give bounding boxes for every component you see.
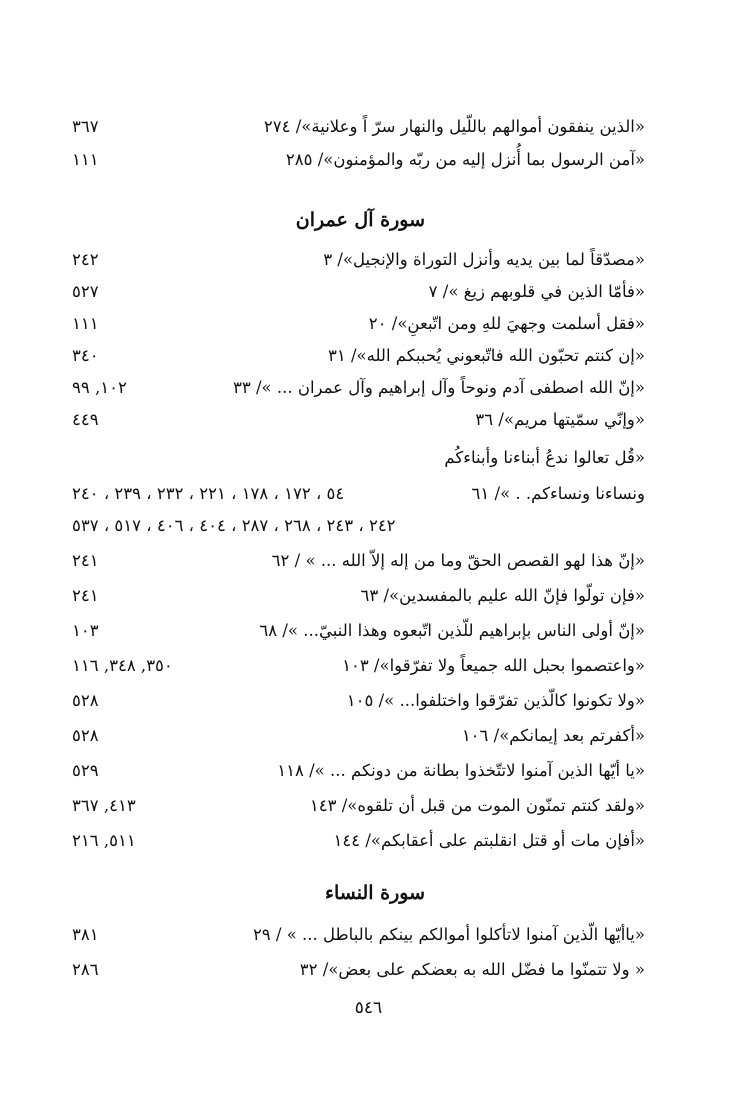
verse-text: ونساءنا ونساءكم. . »/ ٦١ — [471, 484, 645, 503]
page-refs: ٤١٣, ٣٦٧ — [72, 796, 136, 815]
index-entry — [0, 791, 737, 821]
page-refs: ٢٤١ — [72, 551, 99, 570]
page-refs: ٥٢٩ — [72, 761, 99, 780]
verse-text: «واعتصموا بحبل الله جميعاً ولا تفرّقوا»/ ١٠٣ — [342, 656, 645, 675]
index-entry — [0, 686, 737, 716]
verse-text: «الذين ينفقون أموالهم باللّيل والنهار سرّ اً وعلانية»/ ٢٧٤ — [263, 117, 645, 136]
page-refs: ٣٦٧ — [72, 117, 99, 136]
index-entry — [0, 616, 737, 646]
page-refs: ٢٨٦ — [72, 960, 99, 979]
verse-text: «ولقد كنتم تمنّون الموت من قبل أن تلقوه»/ ١٤٣ — [309, 796, 645, 815]
verse-text: «إنّ هذا لهو القصص الحقّ وما من إله إلاّ الله ... » / ٦٢ — [271, 551, 645, 570]
verse-text: «ولا تكونوا كالّذين تفرّقوا واختلفوا... »/ ١٠٥ — [346, 691, 645, 710]
index-entry — [0, 112, 737, 142]
verse-text: «آمن الرسول بما أُنزل إليه من ربّه والمؤمنون»/ ٢٨٥ — [285, 150, 645, 169]
page-refs: ٤٤٩ — [72, 410, 99, 429]
page-refs: ٥١١, ٢١٦ — [72, 831, 136, 850]
verse-text: « ولا تتمنّوا ما فضّل الله به بعضكم على بعض»/ ٣٢ — [299, 960, 645, 979]
page-refs: ٣٥٠, ٣٤٨, ١١٦ — [72, 656, 173, 675]
page-refs: ٥٢٧ — [72, 282, 99, 301]
page-refs: ٣٤٠ — [72, 346, 99, 365]
verse-text: «ياأيّها الّذين آمنوا لاتأكلوا أموالكم بينكم بالباطل ... » / ٢٩ — [252, 925, 645, 944]
page-refs: ٥٤ ، ١٧٢ ، ١٧٨ ، ٢٢١ ، ٢٣٢ ، ٢٣٩ ، ٢٤٠ — [72, 484, 345, 503]
index-entry — [0, 581, 737, 611]
verse-text: «فإن تولّوا فإنّ الله عليم بالمفسدين»/ ٦٣ — [360, 586, 645, 605]
verse-text: «إن كنتم تحبّون الله فاتّبعوني يُحببكم الله»/ ٣١ — [327, 346, 645, 365]
surah-heading-text: سورة النساء — [325, 882, 425, 904]
index-entry — [0, 651, 737, 681]
verse-text: «فأمّا الذين في قلوبهم زيغ »/ ٧ — [428, 282, 645, 301]
surah-heading-text: سورة آل عمران — [295, 209, 425, 231]
index-entry-long-line2 — [0, 479, 737, 509]
surah-heading — [0, 203, 737, 237]
index-entry — [0, 546, 737, 576]
page-number: ٥٤٦ — [354, 998, 383, 1018]
page-refs: ٥٢٨ — [72, 691, 99, 710]
verse-text: «أكفرتم بعد إيمانكم»/ ١٠٦ — [461, 726, 645, 745]
verse-text: «قُل تعالوا ندعُ أبناءنا وأبناءكُم — [444, 448, 645, 467]
page-refs: ٢٤١ — [72, 586, 99, 605]
verse-text: «فقل أسلمت وجهيَ للهِ ومن اتّبعنِ»/ ٢٠ — [368, 314, 645, 333]
index-entry — [0, 341, 737, 371]
index-entry-long-line3 — [0, 511, 737, 541]
index-entry — [0, 920, 737, 950]
page-refs: ١١١ — [72, 314, 99, 333]
verse-text: «إنّ أولى الناس بإبراهيم للّذين اتّبعوه وهذا النبيّ... »/ ٦٨ — [259, 621, 645, 640]
index-entry-long-line1 — [0, 443, 737, 473]
index-entry — [0, 826, 737, 856]
index-entry — [0, 309, 737, 339]
page-refs: ٢٤٢ ، ٢٤٣ ، ٢٦٨ ، ٢٨٧ ، ٤٠٤ ، ٤٠٦ ، ٥١٧ ، ٥٣٧ — [72, 516, 396, 535]
index-entry — [0, 145, 737, 175]
index-entry — [0, 245, 737, 275]
surah-heading — [0, 876, 737, 910]
verse-text: «أفإن مات أو قتل انقلبتم على أعقابكم»/ ١٤٤ — [333, 831, 645, 850]
page-refs: ١١١ — [72, 150, 99, 169]
page-refs: ١٠٢, ٩٩ — [72, 378, 127, 397]
index-entry — [0, 756, 737, 786]
index-entry — [0, 405, 737, 435]
page-refs: ٥٢٨ — [72, 726, 99, 745]
index-entry — [0, 373, 737, 403]
index-entry — [0, 277, 737, 307]
index-entry — [0, 955, 737, 985]
verse-text: «يا أيّها الذين آمنوا لاتتّخذوا بطانة من دونكم ... »/ ١١٨ — [277, 761, 645, 780]
verse-text: «وإنّي سمّيتها مريم»/ ٣٦ — [475, 410, 645, 429]
verse-text: «إنّ الله اصطفى آدم ونوحاً وآل إبراهيم وآل عمران ... »/ ٣٣ — [232, 378, 645, 397]
page-refs: ٢٤٢ — [72, 250, 99, 269]
page-refs: ١٠٣ — [72, 621, 99, 640]
index-entry — [0, 721, 737, 751]
page-refs: ٣٨١ — [72, 925, 99, 944]
verse-text: «مصدّقاً لما بين يديه وأنزل التوراة والإنجيل»/ ٣ — [323, 250, 645, 269]
